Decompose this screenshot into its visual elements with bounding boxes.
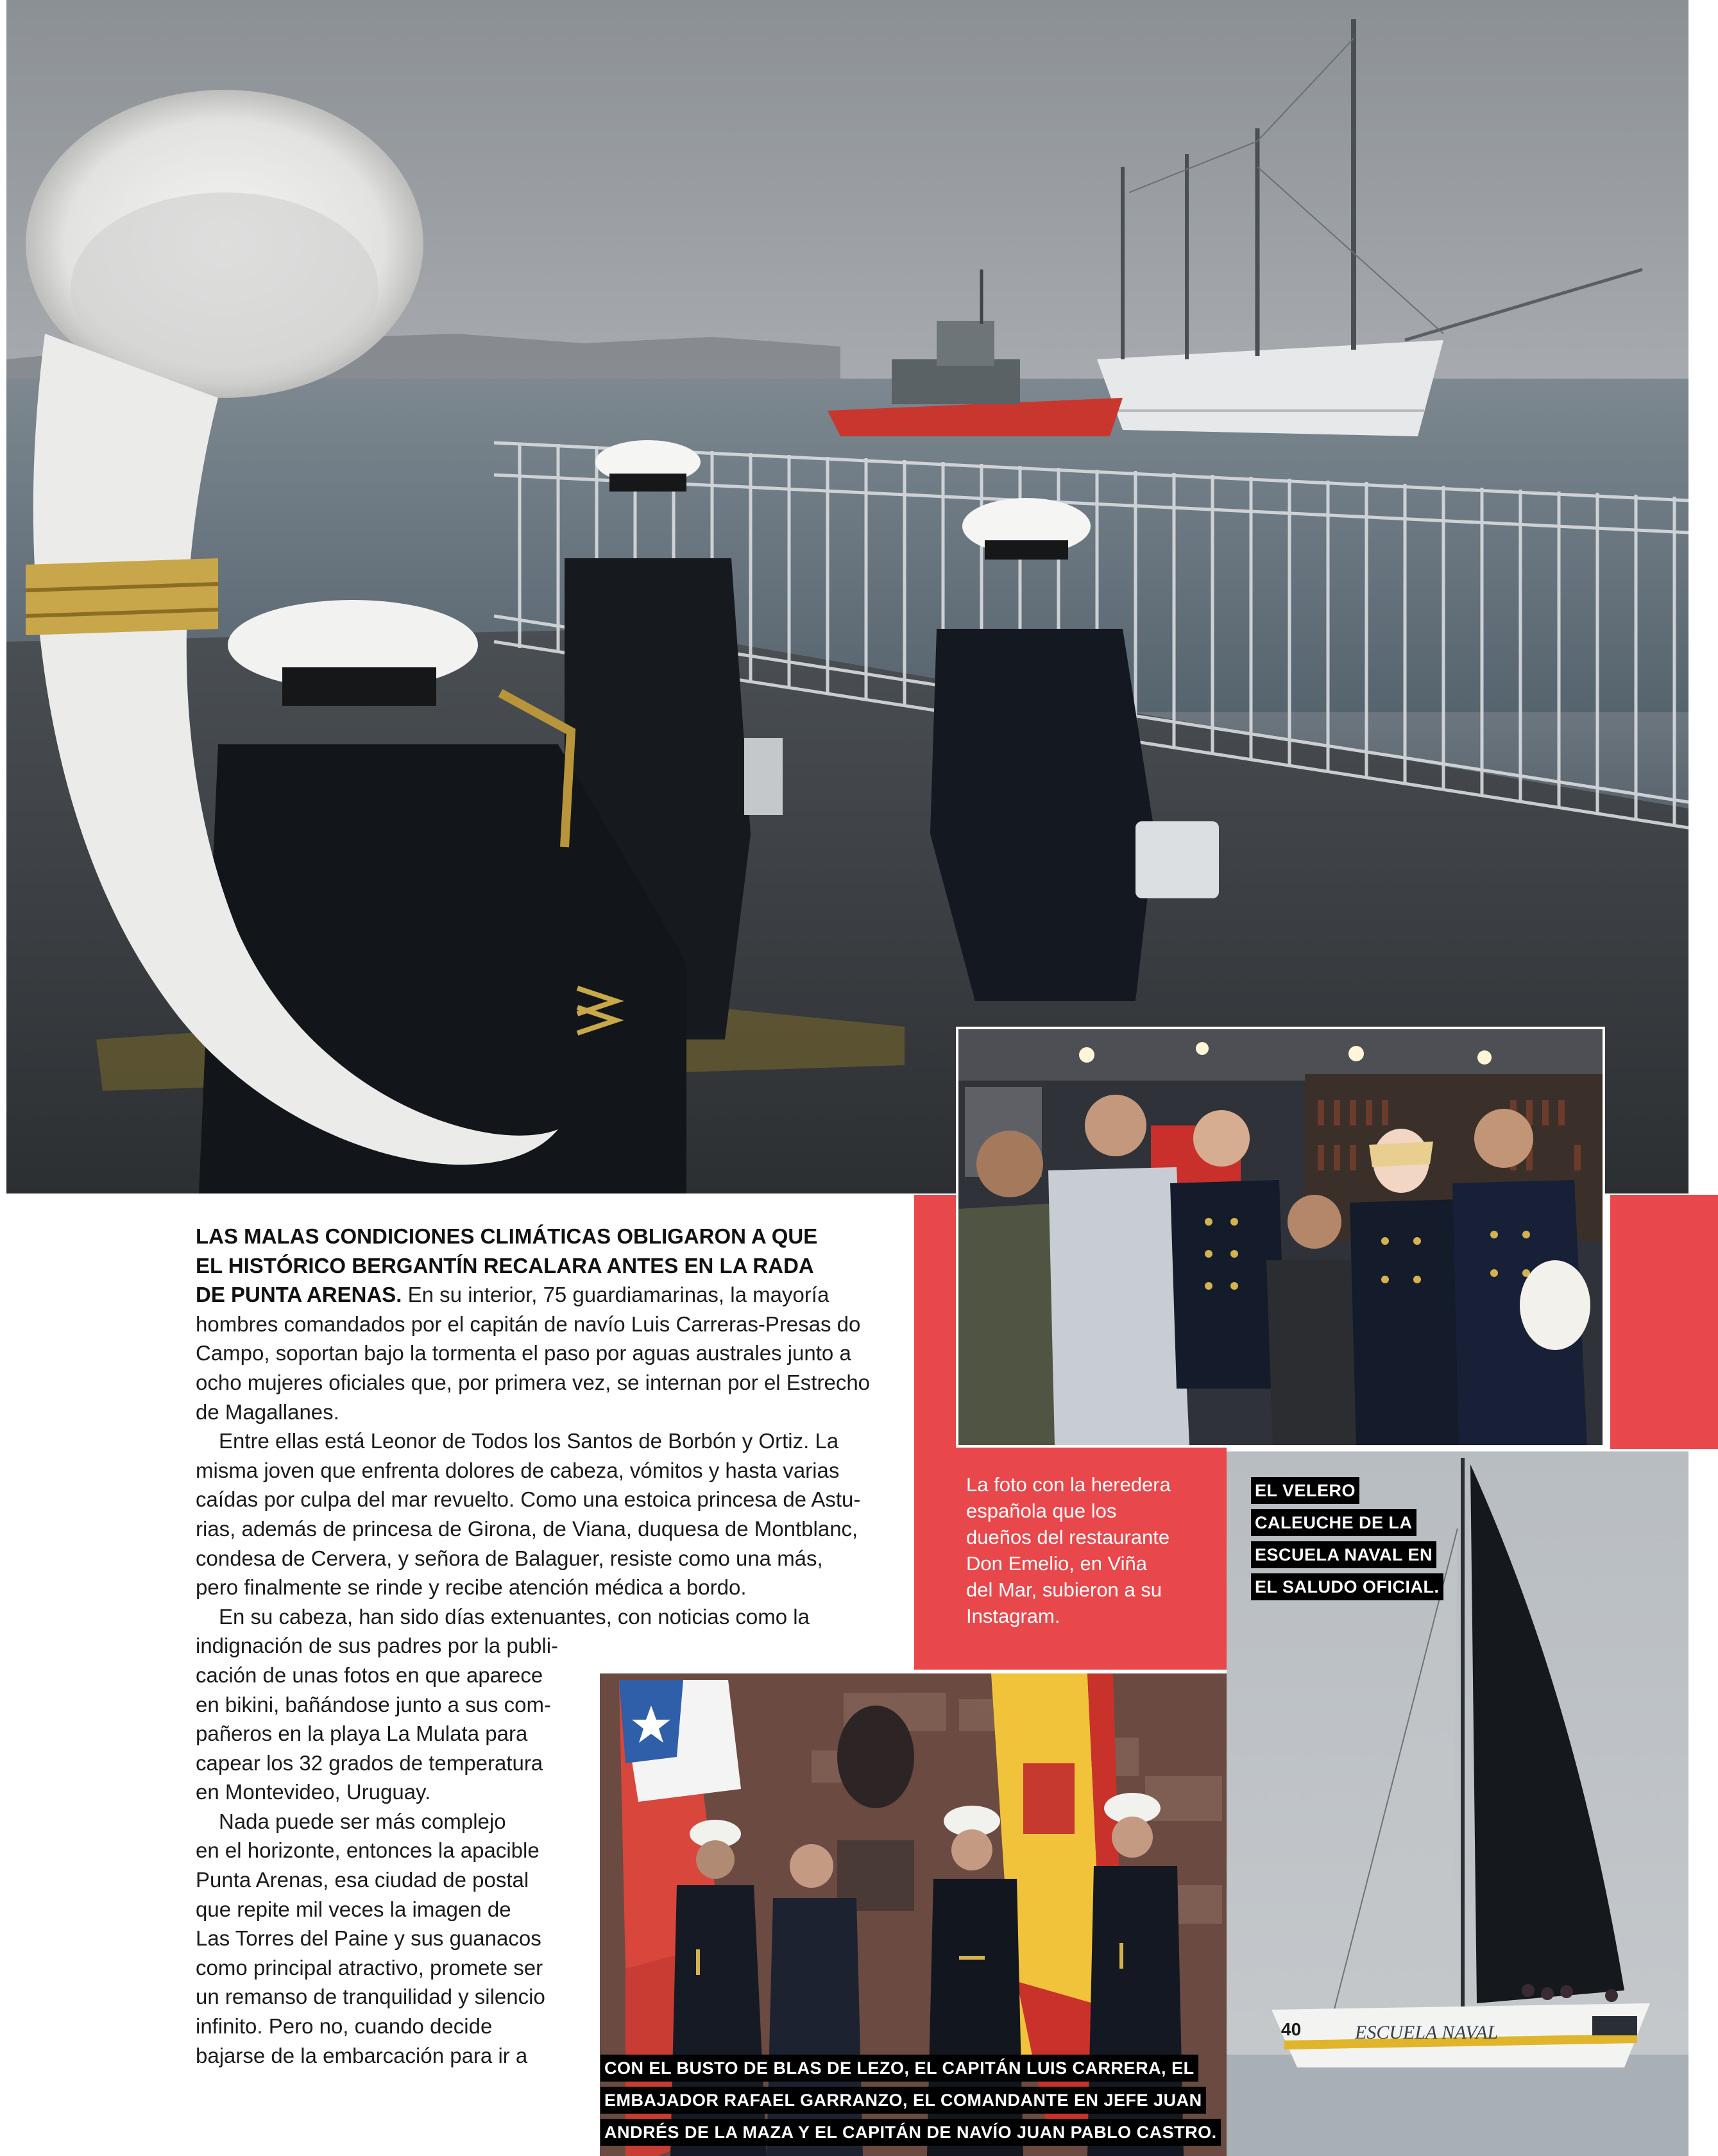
body-line: Campo, soportan bajo la tormenta el paso por aguas australes junto a xyxy=(196,1341,851,1365)
body-line: rias, además de princesa de Girona, de Viana, duquesa de Montblanc, xyxy=(196,1516,858,1541)
body-line: hombres comandados por el capitán de navío Luis Carreras-Presas do xyxy=(196,1312,861,1336)
body-line: Las Torres del Paine y sus guanacos xyxy=(196,1926,541,1951)
caption-restaurant xyxy=(966,1471,1171,1629)
caption-line: EMBAJADOR RAFAEL GARRANZO, EL COMANDANTE EN JEFE JUAN xyxy=(600,2087,1206,2114)
hull-lettering: ESCUELA NAVAL xyxy=(1355,2022,1499,2043)
lede-line: LAS MALAS CONDICIONES CLIMÁTICAS OBLIGARON A QUE xyxy=(196,1224,818,1248)
caption-line: EL VELERO xyxy=(1251,1477,1359,1504)
caption-line: La foto con la heredera xyxy=(966,1473,1171,1496)
caption-line: española que los xyxy=(966,1500,1117,1522)
caption-line: CALEUCHE DE LA xyxy=(1251,1509,1416,1536)
body-line: como principal atractivo, promete ser xyxy=(196,1955,543,1980)
body-line: bajarse de la embarcación para ir a xyxy=(196,2043,528,2067)
caption-line: CON EL BUSTO DE BLAS DE LEZO, EL CAPITÁN LUIS CARRERA, EL xyxy=(600,2055,1198,2082)
article-body xyxy=(196,1222,870,2070)
body-line: cación de unas fotos en que aparece xyxy=(196,1663,543,1687)
red-accent-strip xyxy=(1610,1195,1718,1449)
caption-line: del Mar, subieron a su xyxy=(966,1579,1162,1601)
caption-line: ANDRÉS DE LA MAZA Y EL CAPITÁN DE NAVÍO JUAN PABLO CASTRO. xyxy=(600,2119,1221,2146)
body-line: en el horizonte, entonces la apacible xyxy=(196,1838,540,1863)
body-line: Entre ellas está Leonor de Todos los Santos de Borbón y Ortiz. La xyxy=(219,1429,839,1453)
caption-line: EL SALUDO OFICIAL. xyxy=(1251,1573,1443,1600)
body-line: infinito. Pero no, cuando decide xyxy=(196,2014,493,2039)
body-line: pañeros en la playa La Mulata para xyxy=(196,1722,528,1746)
body-line: pero finalmente se rinde y recibe atención médica a bordo. xyxy=(196,1575,747,1600)
caption-line: Don Emelio, en Viña xyxy=(966,1552,1148,1575)
body-line: En su cabeza, han sido días extenuantes, con noticias como la xyxy=(219,1604,810,1629)
body-line: capear los 32 grados de temperatura xyxy=(196,1750,543,1775)
lede-tail: En su interior, 75 guardiamarinas, la mayoría xyxy=(402,1283,829,1307)
body-line: en bikini, bañándose junto a sus com- xyxy=(196,1692,552,1716)
body-line: misma joven que enfrenta dolores de cabeza, vómitos y hasta varias xyxy=(196,1458,840,1482)
lede-line: DE PUNTA ARENAS. xyxy=(196,1283,402,1307)
body-line: ocho mujeres oficiales que, por primera vez, se internan por el Estrecho xyxy=(196,1370,871,1394)
caption-sailboat xyxy=(1251,1477,1443,1605)
caption-line: dueños del restaurante xyxy=(966,1526,1170,1548)
body-line: Nada puede ser más complejo xyxy=(219,1809,506,1833)
body-line: que repite mil veces la imagen de xyxy=(196,1897,511,1921)
caption-line: Instagram. xyxy=(966,1605,1060,1627)
body-line: caídas por culpa del mar revuelto. Como una estoica princesa de Astu- xyxy=(196,1487,861,1512)
caption-line: ESCUELA NAVAL EN xyxy=(1251,1541,1436,1568)
sail-number: 40 xyxy=(1281,2019,1302,2039)
body-line: condesa de Cervera, y señora de Balaguer, resiste como una más, xyxy=(196,1546,823,1570)
lede-line: EL HISTÓRICO BERGANTÍN RECALARA ANTES EN LA RADA xyxy=(196,1253,814,1278)
body-line: un remanso de tranquilidad y silencio xyxy=(196,1985,545,2009)
hero-photo-naval-band xyxy=(6,0,1688,1194)
photo-restaurant-group xyxy=(956,1027,1605,1448)
body-line: de Magallanes. xyxy=(196,1399,339,1424)
body-line: Punta Arenas, esa ciudad de postal xyxy=(196,1868,529,1892)
body-line: indignación de sus padres por la publi- xyxy=(196,1634,559,1658)
body-line: en Montevideo, Uruguay. xyxy=(196,1780,431,1804)
